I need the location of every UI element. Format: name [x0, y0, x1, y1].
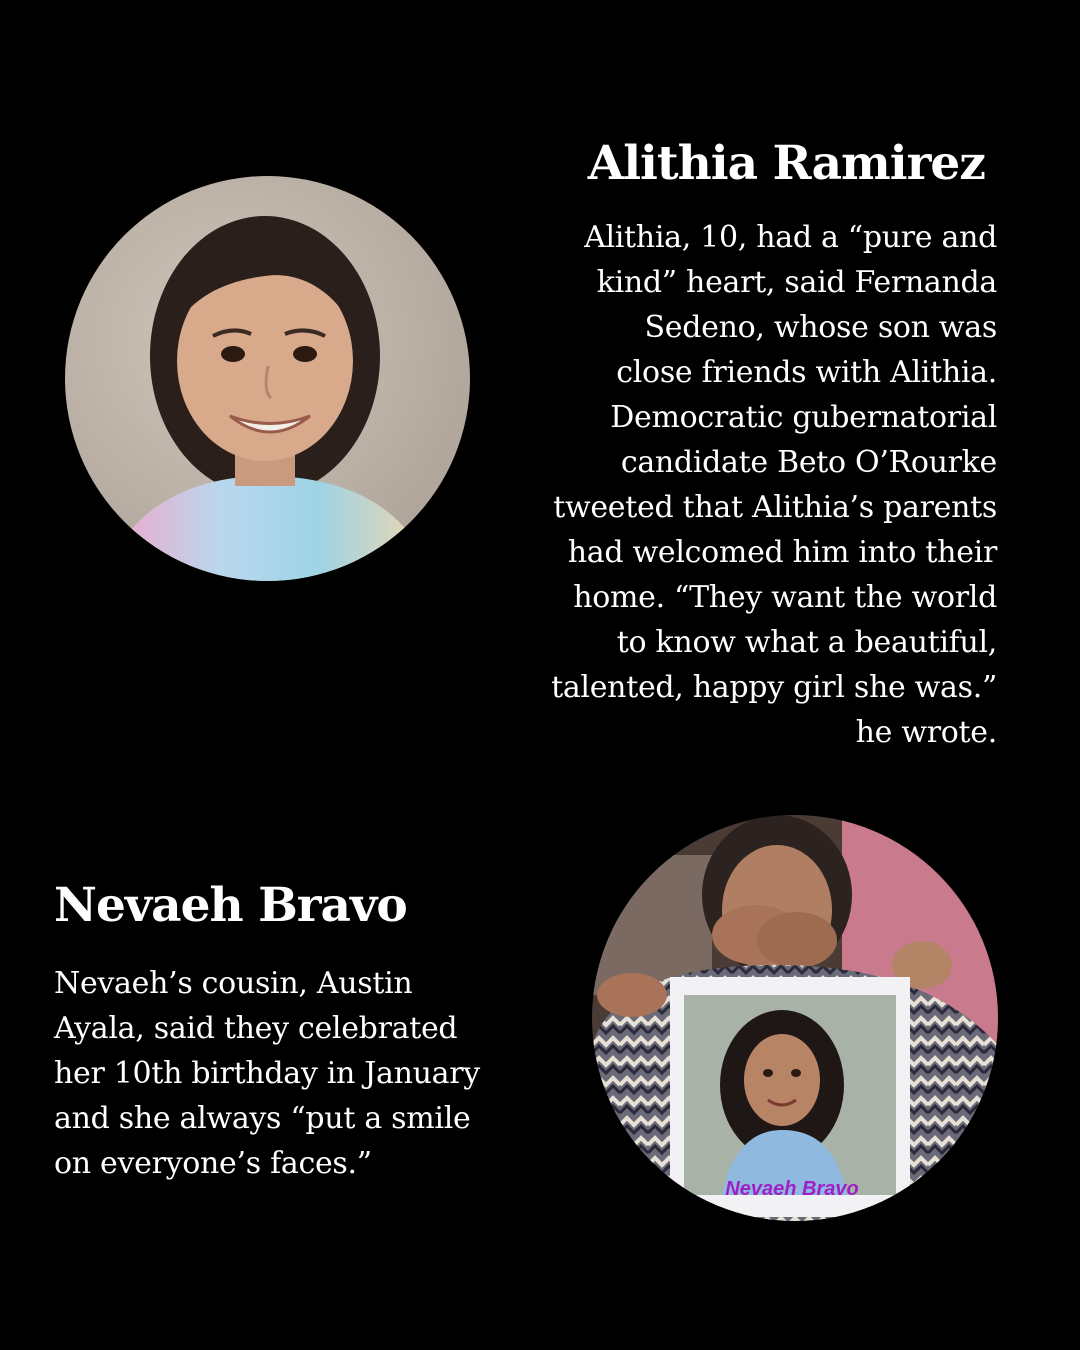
alithia-portrait-photo: [65, 176, 470, 581]
nevaeh-memorial-photo: [592, 815, 998, 1221]
profile-name-alithia: Alithia Ramirez: [587, 136, 985, 191]
profile-name-nevaeh: Nevaeh Bravo: [54, 878, 407, 933]
profile-bio-nevaeh: Nevaeh’s cousin, Austin Ayala, said they celebrated her 10th birthday in January and she always “put a smile on everyone’s faces.”: [54, 966, 480, 1181]
alithia-portrait-illustration: [65, 176, 470, 581]
profile-bio-alithia: Alithia, 10, had a “pure and kind” heart, said Fernanda Sedeno, whose son was close friends with Alithia. Democratic gubernatorial candidate Beto O’Rourke tweeted that Alithia’s parents had welcomed him into their home. “They want the world to know what a beautiful, talented, happy girl she was.” he wrote.: [551, 220, 997, 750]
poster-caption: Nevaeh Bravo: [725, 1178, 859, 1200]
nevaeh-memorial-illustration: [592, 815, 998, 1221]
